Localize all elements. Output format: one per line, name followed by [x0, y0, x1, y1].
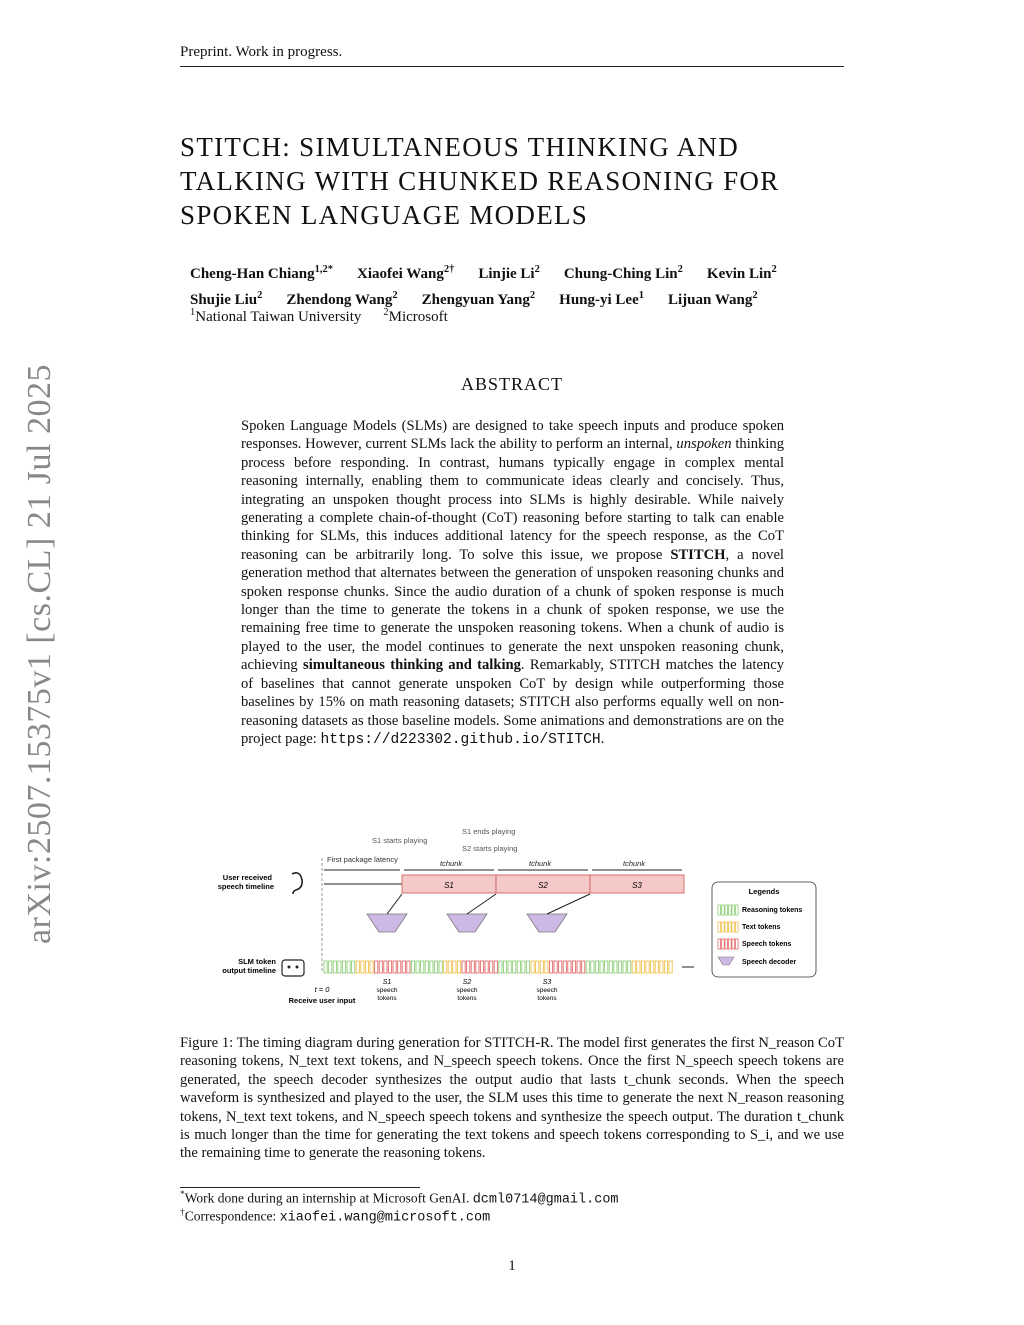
abstract-text: also performs equally well on non-reasoning datasets as those baseline models. Some animations and demonstrations are on the project page: [241, 694, 784, 747]
t0-label: t = 0 [314, 985, 330, 994]
reasoning-token [628, 961, 631, 973]
first-package-label: First package latency [327, 855, 398, 864]
footnote-2 [180, 1208, 490, 1226]
decoder-arrow [547, 894, 590, 914]
reasoning-token [439, 961, 442, 973]
s1-ends-label: S1 ends playing [462, 827, 516, 836]
speech-token [462, 961, 465, 973]
author-affil-mark: 1 [638, 290, 644, 301]
decoder-arrow [387, 894, 402, 914]
speech-chunk-label: tokens [457, 995, 477, 1002]
reasoning-token [434, 961, 437, 973]
author-affil-mark: 2 [771, 264, 777, 275]
legend-reasoning: Reasoning tokens [742, 907, 803, 914]
speech-token [467, 961, 470, 973]
text-token [660, 961, 663, 973]
reasoning-token [416, 961, 419, 973]
author-affil-mark: 2 [392, 290, 398, 301]
reasoning-token [430, 961, 433, 973]
text-token [669, 961, 672, 973]
user-timeline-label: User received [222, 873, 272, 882]
reasoning-token [329, 961, 332, 973]
reasoning-token [508, 961, 511, 973]
text-token [365, 961, 368, 973]
speech-token [582, 961, 585, 973]
method-name: STITCH [519, 694, 571, 711]
speech-chunk-label: S2 [462, 979, 472, 986]
reasoning-token [425, 961, 428, 973]
speech-token [393, 961, 396, 973]
reasoning-token [324, 961, 327, 973]
reasoning-token [618, 961, 621, 973]
reasoning-token [352, 961, 355, 973]
text-token [540, 961, 543, 973]
text-token [641, 961, 644, 973]
author-affil-mark: 1,2* [314, 264, 333, 275]
caption-label: Figure 1: The timing diagram during generation for [180, 1035, 481, 1051]
author-list [190, 259, 801, 311]
footnote-email[interactable]: dcml0714@gmail.com [472, 1192, 619, 1208]
reasoning-token [513, 961, 516, 973]
author-name: Linjie Li$^2$ [478, 264, 540, 282]
affiliation: $^1$National Taiwan University [190, 307, 362, 325]
speech-token [563, 961, 566, 973]
text-token [356, 961, 359, 973]
method-name: STITCH-R [484, 1035, 550, 1051]
robot-eye [288, 966, 291, 969]
timing-diagram [212, 822, 824, 1012]
text-token [536, 961, 539, 973]
speech-token [559, 961, 562, 973]
robot-icon [282, 960, 304, 976]
reasoning-token [411, 961, 414, 973]
method-name: STITCH [609, 657, 661, 674]
footnote-mark: * [180, 1190, 185, 1200]
speech-chunk-label: S1 [382, 979, 392, 986]
footnote-email[interactable]: xiaofei.wang@microsoft.com [279, 1210, 491, 1226]
reasoning-token [526, 961, 529, 973]
slm-timeline-label: output timeline [222, 966, 276, 975]
abstract-heading: ABSTRACT [460, 374, 564, 394]
t-chunk-label: tchunk [529, 859, 552, 868]
speech-chunk-label: tokens [377, 995, 397, 1002]
abstract-text: matches the latency of baselines that cannot generate unspoken CoT by design while outperforming those baselines by 15% on math reasoning datasets; [241, 657, 784, 711]
text-token [655, 961, 658, 973]
speech-token [398, 961, 401, 973]
figure-caption [180, 1034, 844, 1163]
author-name: Zhengyuan Yang$^2$ [421, 290, 536, 308]
footnote-rule [180, 1187, 420, 1188]
author-row-1 [190, 259, 801, 285]
author-name: Kevin Lin$^2$ [706, 264, 777, 282]
author-affil-mark: 2 [677, 264, 683, 275]
reasoning-token [600, 961, 603, 973]
abstract-body [241, 417, 784, 749]
text-token [361, 961, 364, 973]
t-chunk-label: tchunk [440, 859, 463, 868]
speech-token [402, 961, 405, 973]
arxiv-stamp: arXiv:2507.15375v1 [cs.CL] 21 Jul 2025 [21, 364, 58, 944]
paper-title: STITCH: SIMULTANEOUS THINKING AND TALKING WITH CHUNKED REASONING FOR SPOKEN LANGUAGE MODELS [180, 132, 780, 230]
footnote-text: Correspondence: [184, 1208, 277, 1224]
reasoning-token [623, 961, 626, 973]
caption-text: . The model first generates the first N_reason CoT reasoning tokens, N_text text tokens, and N_speech speech tokens. Once the first N_speech speech tokens are generated, the speech decoder synthesizes the output audio that lasts t_chunk seconds. When the speech waveform is synthesized and played to the user, the SLM uses this time to generate the next N_reason reasoning tokens, N_text text tokens, and N_speech speech tokens and synthesize the speech output. The duration t_chunk is much longer than the time for generating the text tokens and speech tokens corresponding to S_i, and we use the remaining time to generate the reasoning tokens. [180, 1035, 844, 1162]
reasoning-token [605, 961, 608, 973]
s1-starts-label: S1 starts playing [372, 836, 428, 845]
text-token [453, 961, 456, 973]
author-name: Lijuan Wang$^2$ [668, 290, 758, 308]
author-name: Cheng-Han Chiang$^{1,2*}$ [190, 264, 333, 282]
author-name: Zhendong Wang$^2$ [286, 290, 398, 308]
slm-timeline-label: SLM token [238, 957, 276, 966]
author-affil-mark: 2† [443, 264, 455, 275]
abstract-emph: unspoken [676, 436, 732, 453]
speech-decoder-3 [527, 914, 567, 932]
speech-token [572, 961, 575, 973]
author-affil-mark: 2 [257, 290, 263, 301]
text-token [632, 961, 635, 973]
speech-chunk-label: tokens [537, 995, 557, 1002]
speech-token [388, 961, 391, 973]
reasoning-token [609, 961, 612, 973]
t-chunk-label: tchunk [623, 859, 646, 868]
author-name: Xiaofei Wang$^{2\dagger}$ [357, 264, 455, 282]
reasoning-token [342, 961, 345, 973]
speech-token [384, 961, 387, 973]
author-name: Shujie Liu$^2$ [190, 290, 263, 308]
receive-input-label: Receive user input [288, 996, 356, 1005]
reasoning-token [421, 961, 424, 973]
page-number: 1 [508, 1258, 516, 1274]
speech-token [549, 961, 552, 973]
speech-token [379, 961, 382, 973]
method-name: STITCH [670, 546, 726, 563]
decoder-arrow [467, 894, 496, 914]
speech-decoder-1 [367, 914, 407, 932]
text-token [370, 961, 373, 973]
project-link[interactable]: https://d223302.github.io/STITCH [320, 731, 601, 748]
speech-chunk-label: speech [376, 987, 398, 994]
text-token [545, 961, 548, 973]
speech-token [554, 961, 557, 973]
speech-token [485, 961, 488, 973]
speech-token [471, 961, 474, 973]
abstract-text: Spoken Language Models (SLMs) are designed to take speech inputs and produce spoken responses. However, current SLMs lack the ability to perform an internal, [241, 418, 784, 453]
speech-token [476, 961, 479, 973]
reasoning-token [595, 961, 598, 973]
reasoning-token [614, 961, 617, 973]
text-token [448, 961, 451, 973]
speech-token [577, 961, 580, 973]
running-header: Preprint. Work in progress. [180, 44, 343, 60]
speech-token [375, 961, 378, 973]
abstract-text: . [600, 730, 605, 747]
text-token [651, 961, 654, 973]
ear-icon [292, 873, 302, 894]
token-strip [324, 961, 694, 973]
author-name: Hung-yi Lee$^1$ [559, 290, 644, 308]
header-rule [180, 66, 844, 67]
abstract-text: . Remarkably, [520, 657, 604, 674]
reasoning-token [347, 961, 350, 973]
abstract-bold: simultaneous thinking and talking [303, 657, 521, 674]
abstract-text: , a novel generation method that alternates between the generation of unspoken reasoning chunks and spoken response chunks. Since the audio duration of a chunk of spoken response is much longer than the time to generate the tokens in a chunk of spoken response, we use the remaining free time to generate the unspoken reasoning tokens. When a chunk of audio is played to the user, the model continues to generate the next unspoken reasoning chunk, achieving [241, 546, 784, 674]
affiliation-mark: 1 [190, 307, 196, 318]
reasoning-token [503, 961, 506, 973]
text-token [664, 961, 667, 973]
speech-chunk-label: speech [456, 987, 478, 994]
segment-label: S1 [444, 881, 454, 890]
text-token [531, 961, 534, 973]
text-token [646, 961, 649, 973]
speech-token [407, 961, 410, 973]
speech-token [568, 961, 571, 973]
author-affil-mark: 2 [529, 290, 536, 301]
reasoning-token [517, 961, 520, 973]
legend-text: Text tokens [742, 924, 781, 931]
reasoning-token [338, 961, 341, 973]
text-token [637, 961, 640, 973]
affiliation-mark: 2 [383, 307, 389, 318]
user-timeline-label: speech timeline [217, 882, 274, 891]
affiliation: $^2$Microsoft [383, 307, 448, 325]
segment-label: S3 [632, 881, 642, 890]
affiliations [190, 307, 470, 326]
s2-starts-label: S2 starts playing [462, 844, 518, 853]
footnote-mark: † [180, 1208, 185, 1218]
robot-eye [296, 966, 299, 969]
footnote-text: Work done during an internship at Microsoft GenAI. [184, 1190, 470, 1206]
legend-title: Legends [748, 887, 780, 896]
author-name: Chung-Ching Lin$^2$ [563, 264, 683, 282]
speech-chunk-label: S3 [542, 979, 552, 986]
reasoning-token [586, 961, 589, 973]
speech-token [490, 961, 493, 973]
abstract-text: thinking process before responding. In contrast, humans typically engage in complex mental reasoning internally, enabling them to communicate ideas clearly and concisely. Thus, integrating an unspoken thought process into SLMs is highly desirable. While naively generating a complete chain-of-thought (CoT) reasoning before starting to talk can enable thinking for SLMs, this induces additional latency for the speech response, as the CoT reasoning can be arbitrarily long. To solve this issue, we propose [241, 436, 784, 563]
segment-label: S2 [538, 881, 548, 890]
speech-chunk-label: speech [536, 987, 558, 994]
reasoning-token [499, 961, 502, 973]
text-token [457, 961, 460, 973]
reasoning-token [333, 961, 336, 973]
author-affil-mark: 2 [752, 290, 758, 301]
reasoning-token [522, 961, 525, 973]
legend-decoder: Speech decoder [742, 959, 797, 966]
legend-speech: Speech tokens [742, 941, 792, 948]
speech-token [494, 961, 497, 973]
text-token [444, 961, 447, 973]
footnote-1 [180, 1190, 619, 1208]
reasoning-token [591, 961, 594, 973]
speech-decoder-2 [447, 914, 487, 932]
author-affil-mark: 2 [534, 264, 540, 275]
speech-token [480, 961, 483, 973]
